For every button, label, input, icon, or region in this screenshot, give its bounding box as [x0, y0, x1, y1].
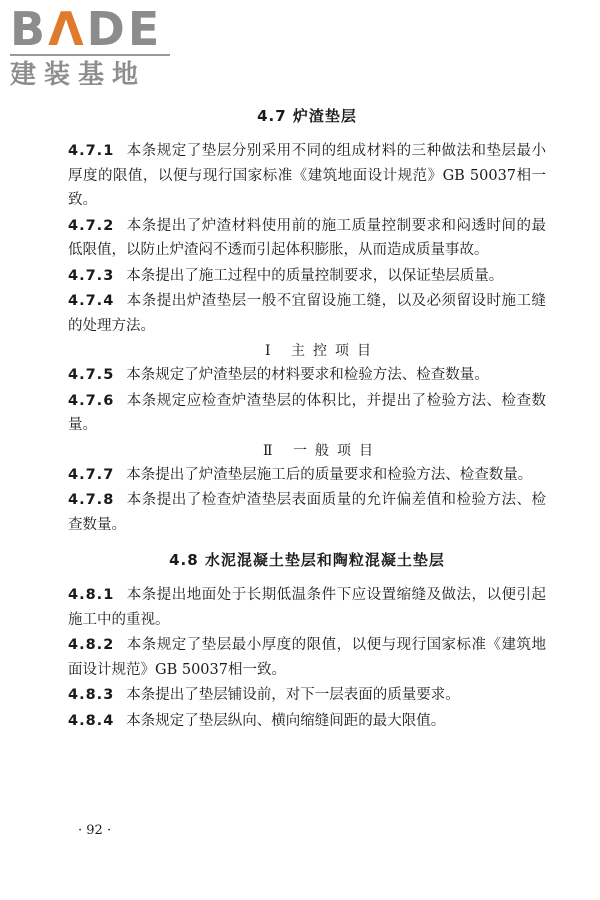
- clause-paragraph: [68, 463, 546, 488]
- clause-paragraph: [68, 488, 546, 537]
- clause-text: 本条提出地面处于长期低温条件下应设置缩缝及做法，以便引起施工中的重视。: [68, 587, 546, 628]
- clause-text: 本条规定了垫层分别采用不同的组成材料的三种做法和垫层最小厚度的限值，以便与现行国家标准《建筑地面设计规范》GB 50037相一致。: [68, 143, 546, 208]
- logo-chinese-name: 建装基地: [10, 60, 147, 90]
- document-body: [68, 103, 546, 734]
- clause-paragraph: [68, 709, 546, 734]
- logo-accent-letter: Λ: [48, 2, 87, 56]
- page-number: · 92 ·: [78, 823, 112, 838]
- clause-text: 本条规定了炉渣垫层的材料要求和检验方法、检查数量。: [126, 367, 489, 383]
- clause-number: 4.7.8: [68, 492, 115, 508]
- clause-text: 本条规定应检查炉渣垫层的体积比，并提出了检验方法、检查数量。: [68, 392, 546, 433]
- clause-paragraph: [68, 633, 546, 682]
- clause-number: 4.8.4: [68, 712, 115, 729]
- clause-paragraph: [68, 583, 546, 632]
- clause-text: 本条规定了垫层纵向、横向缩缝间距的最大限值。: [126, 712, 446, 729]
- clause-paragraph: [68, 264, 546, 289]
- clause-text: 本条提出了炉渣材料使用前的施工质量控制要求和闷透时间的最低限值，以防止炉渣闷不透而引起体积膨胀，从而造成质量事故。: [68, 217, 546, 258]
- subsection-heading: Ⅱ 一般项目: [263, 442, 381, 459]
- clause-number: 4.7.6: [68, 392, 115, 409]
- clause-text: 本条规定了垫层最小厚度的限值，以便与现行国家标准《建筑地面设计规范》GB 50037相一致。: [68, 637, 546, 678]
- clause-text: 本条提出炉渣垫层一般不宜留设施工缝，以及必须留设时施工缝的处理方法。: [68, 293, 546, 334]
- clause-paragraph: [68, 214, 546, 263]
- clause-number: 4.7.2: [68, 217, 115, 234]
- clause-paragraph: [68, 389, 546, 438]
- clause-paragraph: [68, 363, 546, 388]
- clause-number: 4.8.2: [68, 637, 115, 653]
- clause-number: 4.7.1: [68, 143, 115, 159]
- clause-text: 本条提出了垫层铺设前，对下一层表面的质量要求。: [126, 687, 460, 703]
- clause-text: 本条提出了施工过程中的质量控制要求，以保证垫层质量。: [126, 267, 504, 284]
- clause-paragraph: [68, 289, 546, 338]
- site-logo: [10, 2, 175, 90]
- subsection-heading: Ⅰ 主控项目: [265, 343, 379, 359]
- section-title: 4.7 炉渣垫层: [257, 107, 357, 125]
- clause-number: 4.7.3: [68, 267, 115, 284]
- clause-number: 4.8.3: [68, 687, 115, 703]
- clause-paragraph: [68, 683, 546, 708]
- clause-number: 4.8.1: [68, 587, 115, 603]
- clause-number: 4.7.5: [68, 367, 115, 383]
- clause-text: 本条提出了炉渣垫层施工后的质量要求和检验方法、检查数量。: [126, 466, 533, 483]
- clause-number: 4.7.7: [68, 466, 115, 483]
- clause-number: 4.7.4: [68, 293, 115, 309]
- logo-wordmark: BΛDE: [10, 2, 163, 56]
- clause-text: 本条提出了检查炉渣垫层表面质量的允许偏差值和检验方法、检查数量。: [68, 492, 546, 533]
- clause-paragraph: [68, 139, 546, 213]
- section-title: 4.8 水泥混凝土垫层和陶粒混凝土垫层: [169, 551, 445, 569]
